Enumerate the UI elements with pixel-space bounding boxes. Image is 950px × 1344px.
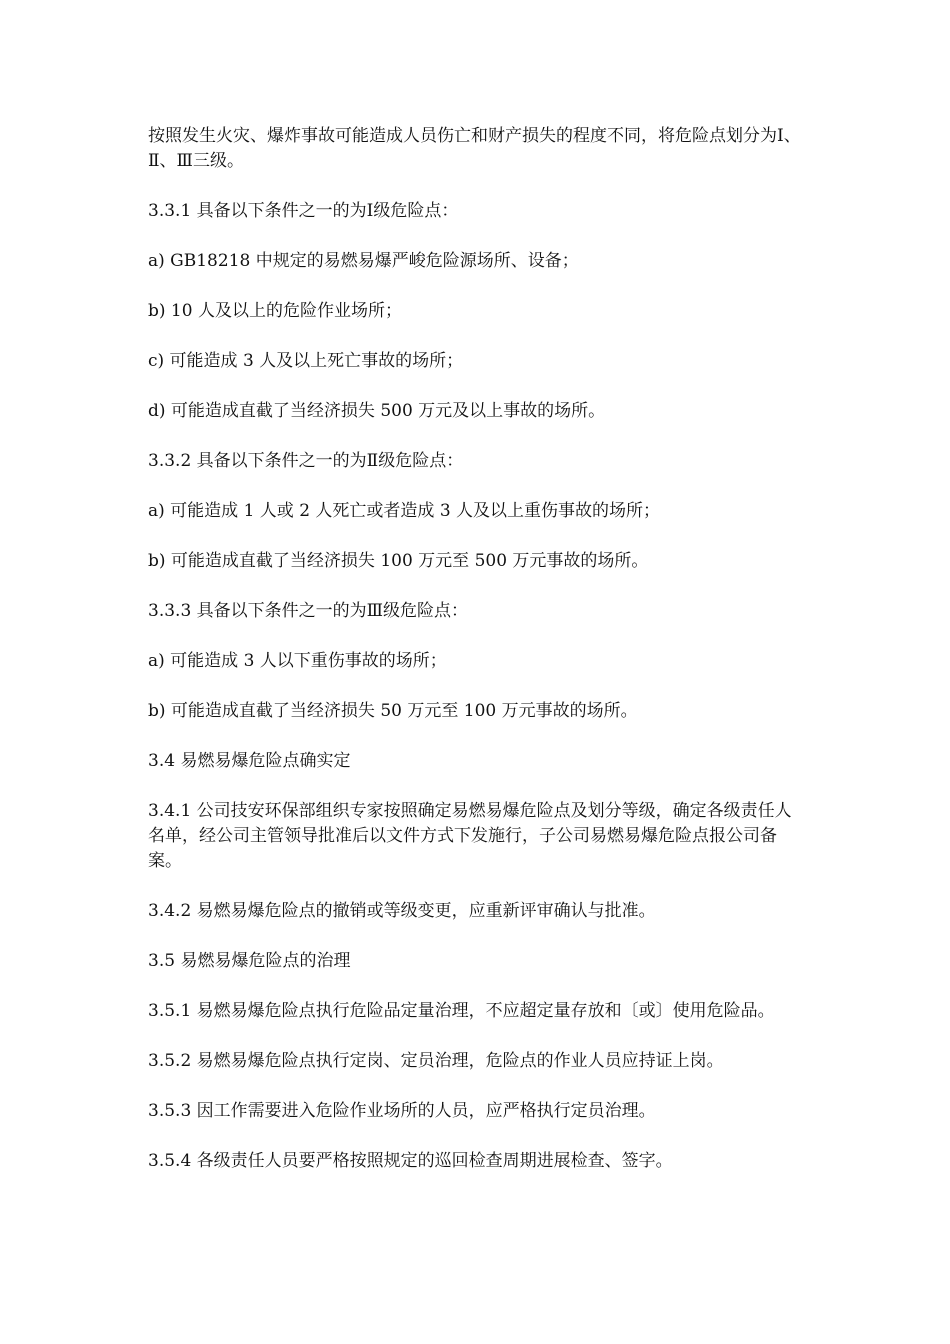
section-3-5-heading: 3.5 易燃易爆危险点的治理: [148, 951, 351, 971]
paragraph-3-3-1-b: b) 10 人及以上的危险作业场所；: [148, 301, 402, 321]
paragraph-3-3-1-a: a) GB18218 中规定的易燃易爆严峻危险源场所、设备；: [148, 251, 579, 271]
paragraph-3-5-1: 3.5.1 易燃易爆危险点执行危险品定量治理，不应超定量存放和〔或〕使用危险品。: [148, 1001, 775, 1021]
paragraph-3-3-1-heading: 3.3.1 具备以下条件之一的为Ⅰ级危险点：: [148, 201, 459, 221]
paragraph-3-3-2-heading: 3.3.2 具备以下条件之一的为Ⅱ级危险点：: [148, 451, 464, 471]
paragraph-intro: 按照发生火灾、爆炸事故可能造成人员伤亡和财产损失的程度不同，将危险点划分为Ⅰ、Ⅱ、Ⅲ三级。: [148, 126, 801, 171]
paragraph-3-5-3: 3.5.3 因工作需要进入危险作业场所的人员，应严格执行定员治理。: [148, 1101, 656, 1121]
paragraph-3-3-2-a: a) 可能造成 1 人或 2 人死亡或者造成 3 人及以上重伤事故的场所；: [148, 501, 661, 521]
paragraph-3-3-3-a: a) 可能造成 3 人以下重伤事故的场所；: [148, 651, 447, 671]
paragraph-3-5-4: 3.5.4 各级责任人员要严格按照规定的巡回检查周期进展检查、签字。: [148, 1151, 673, 1171]
paragraph-3-3-1-d: d) 可能造成直截了当经济损失 500 万元及以上事故的场所。: [148, 401, 606, 421]
paragraph-3-3-3-b: b) 可能造成直截了当经济损失 50 万元至 100 万元事故的场所。: [148, 701, 638, 721]
section-3-4-heading: 3.4 易燃易爆危险点确实定: [148, 751, 351, 771]
paragraph-3-5-2: 3.5.2 易燃易爆危险点执行定岗、定员治理，危险点的作业人员应持证上岗。: [148, 1051, 724, 1071]
paragraph-3-3-2-b: b) 可能造成直截了当经济损失 100 万元至 500 万元事故的场所。: [148, 551, 649, 571]
paragraph-3-4-1: 3.4.1 公司技安环保部组织专家按照确定易燃易爆危险点及划分等级，确定各级责任人名单，经公司主管领导批准后以文件方式下发施行，子公司易燃易爆危险点报公司备案。: [148, 801, 792, 871]
paragraph-3-3-1-c: c) 可能造成 3 人及以上死亡事故的场所；: [148, 351, 464, 371]
document-body: [148, 124, 808, 1199]
paragraph-3-3-3-heading: 3.3.3 具备以下条件之一的为Ⅲ级危险点：: [148, 601, 469, 621]
paragraph-3-4-2: 3.4.2 易燃易爆危险点的撤销或等级变更，应重新评审确认与批准。: [148, 901, 656, 921]
